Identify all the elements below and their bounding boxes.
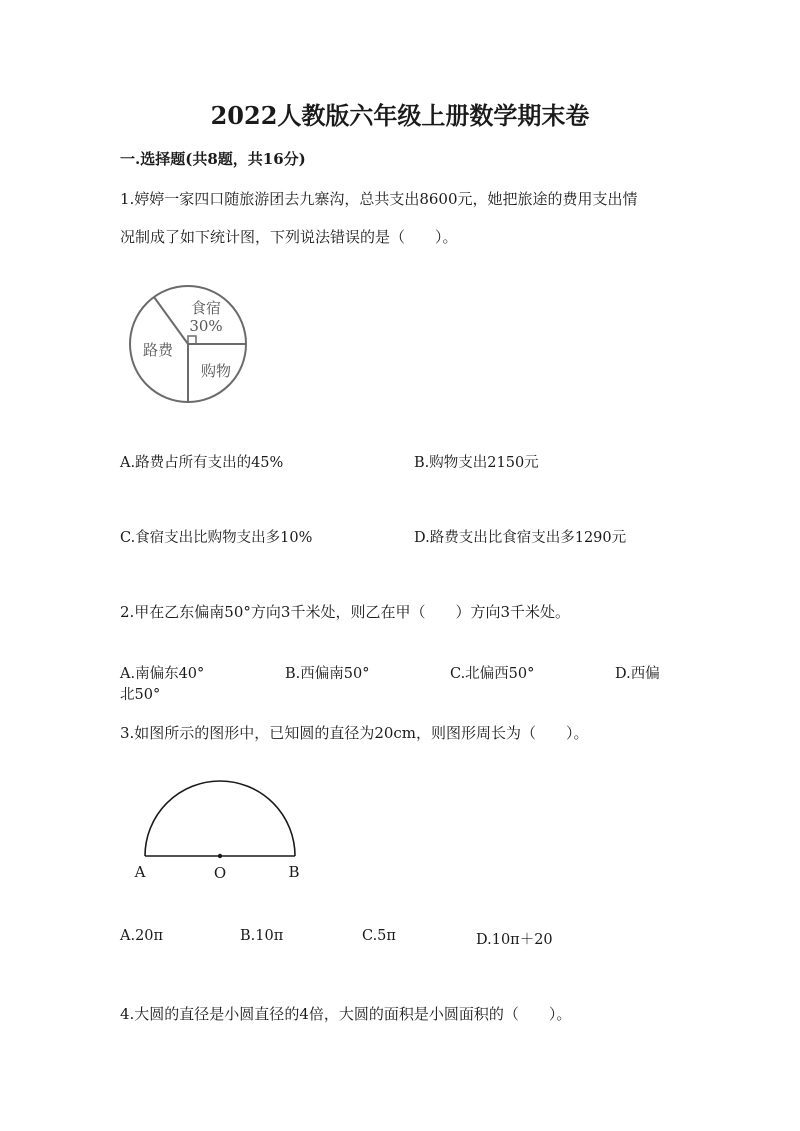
center-point — [218, 854, 222, 858]
semicircle-arc — [145, 781, 295, 856]
point-label-o: O — [213, 864, 227, 882]
point-label-a: A — [134, 863, 146, 881]
slice-value-lodging: 30% — [189, 317, 223, 335]
point-label-b: B — [288, 863, 300, 881]
section-heading: 一.选择题(共8题，共16分) — [120, 150, 306, 168]
q2-option-b: B.西偏南50° — [285, 666, 370, 682]
slice-label-shopping: 购物 — [200, 362, 232, 380]
question-1-line-2: 况制成了如下统计图，下列说法错误的是（ ）。 — [120, 228, 458, 246]
q2-option-a: A.南偏东40° — [120, 666, 205, 682]
q1-option-c: C.食宿支出比购物支出多10% — [120, 530, 313, 546]
slice-label-lodging: 食宿 — [190, 299, 222, 317]
q1-option-b: B.购物支出2150元 — [414, 455, 539, 471]
q1-option-d: D.路费支出比食宿支出多1290元 — [414, 530, 627, 546]
question-4-line-1: 4.大圆的直径是小圆直径的4倍，大圆的面积是小圆面积的（ ）。 — [120, 1005, 572, 1023]
q2-option-d: D.西偏 — [615, 666, 660, 682]
q2-option-d-wrap: 北50° — [120, 687, 161, 703]
q2-option-c: C.北偏西50° — [450, 666, 535, 682]
q3-option-a: A.20π — [120, 928, 164, 944]
expense-pie-chart — [126, 278, 250, 406]
q3-option-b: B.10π — [240, 928, 284, 944]
semicircle-figure — [126, 770, 316, 882]
question-3-line-1: 3.如图所示的图形中，已知圆的直径为20cm，则图形周长为（ ）。 — [120, 724, 589, 742]
q3-option-c: C.5π — [362, 928, 396, 944]
question-2-line-1: 2.甲在乙东偏南50°方向3千米处，则乙在甲（ ）方向3千米处。 — [120, 603, 570, 621]
page-title: 2022人教版六年级上册数学期末卷 — [210, 101, 590, 130]
q3-option-d: D.10π＋20 — [476, 932, 553, 948]
q1-option-a: A.路费占所有支出的45% — [120, 455, 284, 471]
question-1-line-1: 1.婷婷一家四口随旅游团去九寨沟，总共支出8600元，她把旅途的费用支出情 — [120, 190, 638, 208]
slice-label-travel: 路费 — [142, 341, 174, 359]
